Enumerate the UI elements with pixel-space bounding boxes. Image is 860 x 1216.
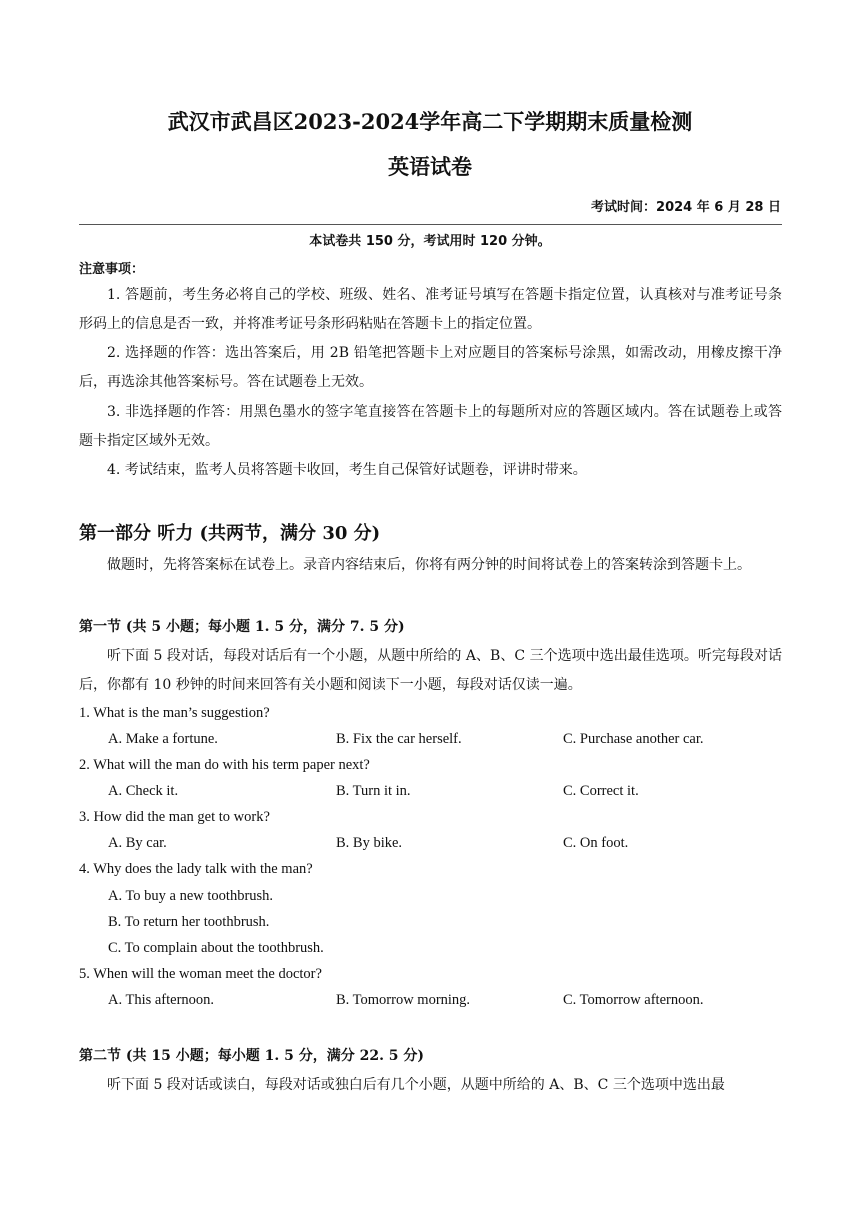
option-b: B. Turn it in. — [336, 783, 411, 799]
question: 3. How did the man get to work? — [79, 809, 270, 825]
note-item: 2. 选择题的作答：选出答案后，用 2B 铅笔把答题卡上对应题目的答案标号涂黑，如需改动，用橡皮擦干净后，再选涂其他答案标号。答在试题卷上无效。 — [79, 345, 782, 390]
option-a: A. Make a fortune. — [108, 731, 218, 747]
note-item: 3. 非选择题的作答：用黑色墨水的签字笔直接答在答题卡上的每题所对应的答题区域内。答在试题卷上或答题卡指定区域外无效。 — [79, 404, 782, 449]
divider — [79, 224, 782, 225]
option-a: A. By car. — [108, 835, 167, 851]
option-a: A. To buy a new toothbrush. — [108, 888, 274, 904]
option-b: B. To return her toothbrush. — [108, 914, 270, 930]
section1-intro: 听下面 5 段对话，每段对话后有一个小题，从题中所给的 A、B、C 三个选项中选出最佳选项。听完每段对话后，你都有 10 秒钟的时间来回答有关小题和阅读下一小题，每段对话仅读一遍。 — [79, 648, 782, 693]
page-title: 武汉市武昌区2023-2024学年高二下学期期末质量检测 — [167, 109, 693, 134]
option-a: A. Check it. — [108, 783, 179, 799]
option-c: C. Correct it. — [563, 783, 639, 799]
page-subtitle: 英语试卷 — [388, 154, 472, 179]
section2-heading: 第二节 (共 15 小题；每小题 1. 5 分，满分 22. 5 分) — [79, 1048, 425, 1064]
question: 4. Why does the lady talk with the man? — [79, 861, 313, 877]
option-c: C. Tomorrow afternoon. — [563, 992, 704, 1008]
note-item: 1. 答题前，考生务必将自己的学校、班级、姓名、准考证号填写在答题卡指定位置，认真核对与准考证号条形码上的信息是否一致，并将准考证号条形码粘贴在答题卡上的指定位置。 — [79, 287, 782, 332]
exam-time: 考试时间：2024 年 6 月 28 日 — [591, 200, 781, 215]
question: 2. What will the man do with his term paper next? — [79, 757, 370, 773]
notes-heading: 注意事项： — [79, 262, 145, 277]
part1-heading: 第一部分 听力 (共两节，满分 30 分) — [79, 523, 381, 544]
section2-intro: 听下面 5 段对话或读白，每段对话或独白后有几个小题，从题中所给的 A、B、C 三个选项中选出最 — [107, 1077, 725, 1093]
option-a: A. This afternoon. — [108, 992, 215, 1008]
question: 5. When will the woman meet the doctor? — [79, 966, 322, 982]
note-item: 4. 考试结束，监考人员将答题卡收回，考生自己保管好试题卷，评讲时带来。 — [107, 462, 587, 478]
option-b: B. Tomorrow morning. — [336, 992, 471, 1008]
option-c: C. On foot. — [563, 835, 629, 851]
option-b: B. Fix the car herself. — [336, 731, 462, 747]
exam-summary: 本试卷共 150 分，考试用时 120 分钟。 — [309, 234, 551, 249]
option-b: B. By bike. — [336, 835, 403, 851]
section1-heading: 第一节 (共 5 小题；每小题 1. 5 分，满分 7. 5 分) — [79, 619, 405, 635]
option-c: C. Purchase another car. — [563, 731, 704, 747]
part1-intro: 做题时，先将答案标在试卷上。录音内容结束后，你将有两分钟的时间将试卷上的答案转涂到答题卡上。 — [107, 557, 751, 573]
option-c: C. To complain about the toothbrush. — [108, 940, 324, 956]
question: 1. What is the man’s suggestion? — [79, 705, 270, 721]
